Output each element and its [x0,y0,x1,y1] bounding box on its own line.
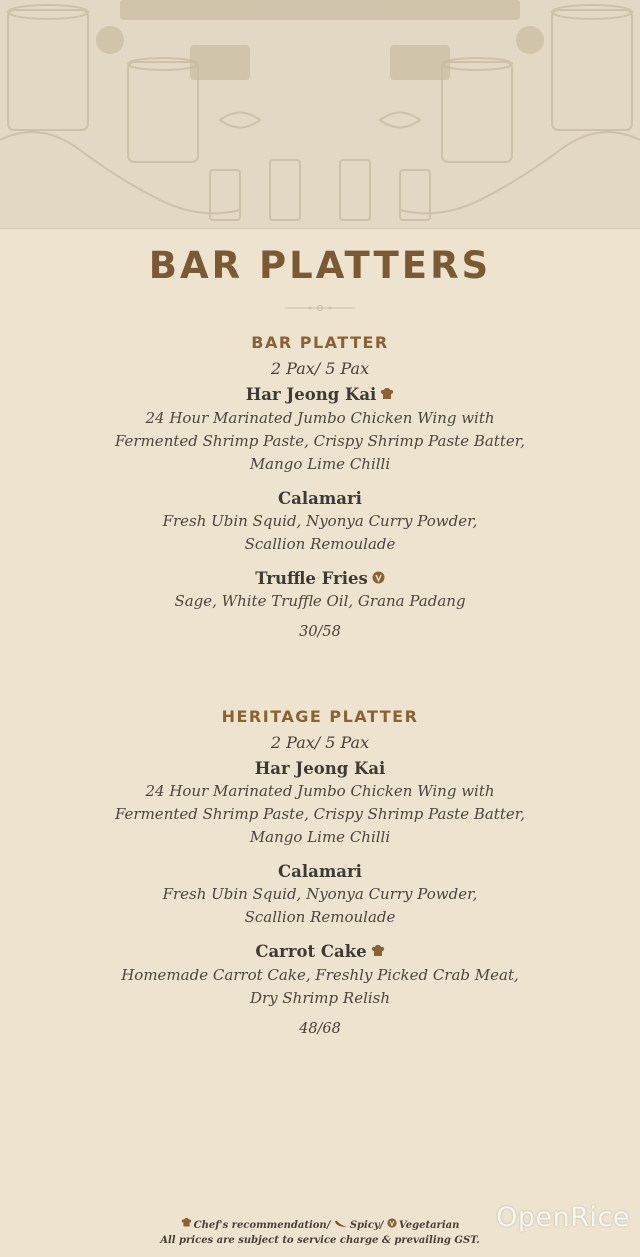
price-note: All prices are subject to service charge & prevailing GST. [160,1235,480,1246]
description-line: Scallion Remoulade [244,908,396,926]
description-line: Sage, White Truffle Oil, Grana Padang [174,592,466,610]
description-line: 24 Hour Marinated Jumbo Chicken Wing with [145,782,495,800]
menu-item-description [0,780,640,849]
milo-can-illustration [0,0,640,228]
legend-chef-label: Chef's recommendation/ [193,1220,331,1231]
menu-item-description [0,510,640,556]
description-line: Fermented Shrimp Paste, Crispy Shrimp Paste Batter, [114,805,526,823]
menu-item-name: Calamari [278,488,362,508]
price: 30/58 [299,624,341,640]
description-line: Fresh Ubin Squid, Nyonya Curry Powder, [162,885,478,903]
menu-item-name: Har Jeong Kai [0,384,640,407]
openrice-watermark: OpenRice [496,1202,630,1233]
pax-options: 2 Pax/ 5 Pax [270,733,370,752]
legend-vegetarian-label: Vegetarian [398,1220,460,1231]
section-heading: BAR PLATTER [251,333,389,352]
legend-spicy-label: Spicy/ [349,1220,384,1231]
description-line: Mango Lime Chilli [249,828,391,846]
menu-item-name: Truffle Fries [0,568,640,591]
section-heading: HERITAGE PLATTER [221,707,419,726]
heritage-platter-section [0,703,640,1040]
price: 48/68 [299,1020,341,1037]
chef-recommendation-icon [181,1218,192,1233]
bar-platter-section [0,329,640,643]
menu-item-description [0,590,640,613]
menu-item-name: Har Jeong Kai [254,759,386,778]
chef-recommendation-icon [371,942,385,964]
description-line: Homemade Carrot Cake, Freshly Picked Crab Meat, [121,965,519,984]
ornamental-divider [285,304,355,312]
menu-item-description [0,964,640,1010]
chef-recommendation-icon [380,385,394,407]
menu-item-description [0,407,640,476]
description-line: Fermented Shrimp Paste, Crispy Shrimp Paste Batter, [114,431,526,450]
heritage-illustration-banner [0,0,640,229]
vegetarian-icon [372,568,385,590]
description-line: Scallion Remoulade [244,534,396,553]
chilli-icon [334,1218,348,1233]
menu-item-description [0,883,640,929]
menu-item-name: Calamari [278,862,362,881]
page-title: BAR PLATTERS [148,244,492,287]
description-line: Dry Shrimp Relish [249,988,391,1007]
vegetarian-icon [387,1218,397,1233]
description-line: Fresh Ubin Squid, Nyonya Curry Powder, [162,511,478,530]
pax-options: 2 Pax/ 5 Pax [270,359,370,378]
description-line: Mango Lime Chilli [249,454,391,473]
description-line: 24 Hour Marinated Jumbo Chicken Wing with [145,408,495,427]
menu-item-name: Carrot Cake [0,941,640,964]
